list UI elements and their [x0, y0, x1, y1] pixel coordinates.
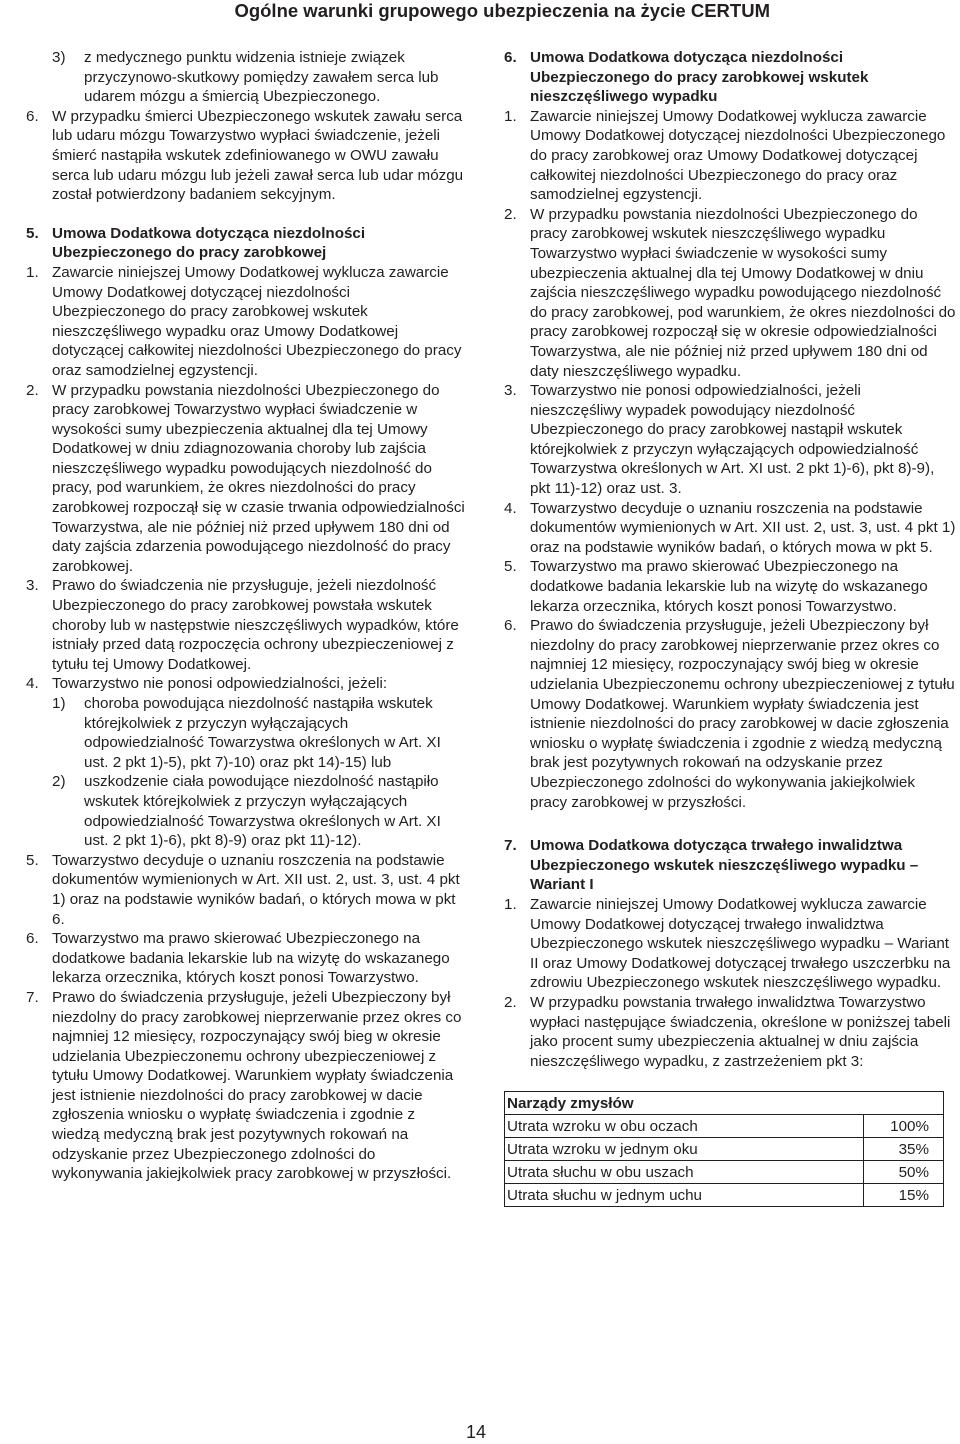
table-cell-label: Utrata słuchu w obu uszach [505, 1161, 864, 1184]
section-title: Umowa Dodatkowa dotycząca niezdolności Ubezpieczonego do pracy zarobkowej [52, 224, 366, 262]
list-item-text: Towarzystwo decyduje o uznaniu roszczenia na podstawie dokumentów wymienionych w Art. XII ust. 2, ust. 3, ust. 4 pkt 1) oraz na podstawie wyników badań, o których mowa w pkt 5. [530, 499, 956, 556]
list-item-number: 1. [504, 895, 517, 913]
list-item [504, 557, 956, 616]
section-number: 6. [504, 49, 517, 66]
section-title: Umowa Dodatkowa dotycząca niezdolności Ubezpieczonego do pracy zarobkowej wskutek nieszczęśliwego wypadku [530, 49, 869, 106]
sub-list-item-text: uszkodzenie ciała powodujące niezdolność nastąpiło wskutek którejkolwiek z przyczyn wyłączających odpowiedzialność Towarzystwa określonych w Art. XI ust. 2 pkt 1)-6), pkt 8)-9) oraz pkt 11)-12). [84, 773, 441, 850]
table-row [505, 1138, 944, 1161]
list-item [504, 616, 956, 812]
list-item-number: 3. [26, 577, 39, 595]
list-item-text: Prawo do świadczenia przysługuje, jeżeli Ubezpieczony był niezdolny do pracy zarobkowej nieprzerwanie przez okres co najmniej 12 miesięcy, rozpoczynający swój bieg w okresie udzielania Ubezpieczonemu ochrony ubezpieczeniowej z tytułu Umowy Dodatkowej. Warunkiem wypłaty świadczenia jest istnienie niezdolności do pracy zarobkowej w dacie zgłoszenia wniosku o wypłatę świadczenia i zgodnie z wiedzą medyczną brak jest pozytywnych rokowań na odzyskanie przez Ubezpieczonego zdolności do wykonywania jakiejkolwiek pracy zarobkowej w przyszłości. [52, 988, 462, 1183]
list-item-text: Prawo do świadczenia przysługuje, jeżeli Ubezpieczony był niezdolny do pracy zarobkowej nieprzerwanie przez okres co najmniej 12 miesięcy, rozpoczynający swój bieg w okresie udzielania Ubezpieczonemu ochrony ubezpieczeniowej z tytułu Umowy Dodatkowej. Warunkiem wypłaty świadczenia jest istnienie niezdolności do pracy zarobkowej w dacie zgłoszenia wniosku o wypłatę świadczenia i zgodnie z wiedzą medyczną brak jest pozytywnych rokowań na odzyskanie przez Ubezpieczonego zdolności do wykonywania jakiejkolwiek pracy zarobkowej w przyszłości. [530, 617, 955, 811]
list-item-text: Towarzystwo decyduje o uznaniu roszczenia na podstawie dokumentów wymienionych w Art. XII ust. 2, ust. 3, ust. 4 pkt 1) oraz na podstawie wyników badań, o których mowa w pkt 6. [52, 851, 460, 928]
sub-list-item-text: choroba powodująca niezdolność nastąpiła wskutek którejkolwiek z przyczyn wyłączających odpowiedzialność Towarzystwa określonych w Art. XI ust. 2 pkt 1)-5), pkt 7)-10) oraz pkt 14)-15) lub [84, 695, 441, 771]
right-column [504, 48, 956, 1207]
benefits-table [504, 1091, 944, 1207]
list-item-text: W przypadku powstania trwałego inwalidztwa Towarzystwo wypłaci następujące świadczenia, określone w poniższej tabeli jako procent sumy ubezpieczenia aktualnej w dniu zajścia nieszczęśliwego wypadku, z zastrzeżeniem pkt 3: [530, 993, 951, 1070]
table-cell-label: Utrata wzroku w jednym oku [505, 1138, 864, 1161]
list-item-text: Towarzystwo ma prawo skierować Ubezpieczonego na dodatkowe badania lekarskie lub na wizytę do wskazanego lekarza orzecznika, których koszt ponosi Towarzystwo. [52, 930, 450, 987]
list-item-number: 2. [26, 381, 39, 399]
table-row [505, 1115, 944, 1138]
list-item-number: 6. [504, 617, 517, 635]
table-header-row [505, 1092, 944, 1115]
table-cell-label: Utrata słuchu w jednym uchu [505, 1184, 864, 1207]
list-item [504, 895, 956, 993]
document-header-title: Ogólne warunki grupowego ubezpieczenia na życie CERTUM [234, 0, 770, 21]
list-item [26, 674, 466, 850]
list-item [26, 851, 466, 929]
list-item-text: Prawo do świadczenia nie przysługuje, jeżeli niezdolność Ubezpieczonego do pracy zarobkowej powstała wskutek choroby lub w następstwie nieszczęśliwych wypadków, które istniały przed datą rozpoczęcia ochrony ubezpieczeniowej z tytułu tej Umowy Dodatkowej. [52, 577, 459, 673]
section-heading [504, 836, 956, 895]
list-item-number: 1. [26, 263, 39, 281]
section-number: 7. [504, 837, 517, 855]
list-item [26, 107, 466, 205]
list-item [26, 576, 466, 674]
list-item [26, 988, 466, 1184]
list-item-number: 2. [504, 993, 517, 1011]
list-item-number: 5. [26, 851, 39, 869]
list-item [504, 205, 956, 381]
table-header-cell: Narządy zmysłów [505, 1092, 944, 1115]
list-item-text: Towarzystwo nie ponosi odpowiedzialności, jeżeli nieszczęśliwy wypadek powodujący niezdolność Ubezpieczonego do pracy zarobkowej nastąpił wskutek którejkolwiek z przyczyn wyłączających odpowiedzialność Towarzystwa określonych w Art. XI ust. 2 pkt 1)-6), pkt 8)-9), pkt 11)-12) oraz ust. 3. [530, 382, 935, 498]
list-item-text: W przypadku powstania niezdolności Ubezpieczonego do pracy zarobkowej wskutek nieszczęśliwego wypadku Towarzystwo wypłaci świadczenie w wysokości sumy ubezpieczenia aktualnej dla tej Umowy Dodatkowej w dniu zajścia nieszczęśliwego wypadku powodującego niezdolność do pracy zarobkowej, pod warunkiem, że okres niezdolności do pracy zarobkowej rozpoczął się w okresie odpowiedzialności Towarzystwa, ale nie później niż przed upływem 180 dni od daty nieszczęśliwego wypadku. [530, 205, 956, 380]
section-heading [26, 224, 466, 263]
list-item [52, 48, 466, 107]
list-item [504, 107, 956, 205]
list-item-number: 4. [26, 675, 39, 693]
list-item [504, 499, 956, 558]
list-item-number: 2. [504, 205, 517, 223]
left-column [26, 48, 466, 1184]
list-item-number: 6. [26, 930, 39, 948]
list-item-text: Towarzystwo ma prawo skierować Ubezpieczonego na dodatkowe badania lekarskie lub na wizytę do wskazanego lekarza orzecznika, których koszt ponosi Towarzystwo. [530, 558, 928, 615]
sub-list-item-number: 2) [52, 773, 66, 791]
page-number: 14 [466, 1422, 487, 1442]
list-item [26, 929, 466, 988]
list-item-text: z medycznego punktu widzenia istnieje związek przyczynowo-skutkowy pomiędzy zawałem serca lub udarem mózgu a śmiercią Ubezpieczonego. [84, 49, 439, 106]
list-item [26, 263, 466, 381]
list-item-text: W przypadku śmierci Ubezpieczonego wskutek zawału serca lub udaru mózgu Towarzystwo wypłaci świadczenie, jeżeli śmierć nastąpiła wskutek zdefiniowanego w OWU zawału serca lub udaru mózgu lub jeżeli zawał serca lub udar mózgu został potwierdzony badaniem sekcyjnym. [52, 107, 464, 204]
list-item-number: 4. [504, 499, 517, 517]
table-cell-value: 100% [864, 1115, 944, 1138]
list-item-number: 6. [26, 107, 39, 125]
list-item-number: 1. [504, 107, 517, 125]
table-cell-label: Utrata wzroku w obu oczach [505, 1115, 864, 1138]
list-item-number: 3) [52, 49, 66, 66]
table-row [505, 1161, 944, 1184]
list-item-text: Zawarcie niniejszej Umowy Dodatkowej wyklucza zawarcie Umowy Dodatkowej dotyczącej niezdolności Ubezpieczonego do pracy zarobkowej oraz Umowy Dodatkowej dotyczącej całkowitej niezdolności Ubezpieczonego do pracy oraz samodzielnej egzystencji. [530, 107, 946, 204]
list-item-number: 5. [504, 558, 517, 576]
table-row [505, 1184, 944, 1207]
table-cell-value: 35% [864, 1138, 944, 1161]
section-number: 5. [26, 224, 39, 242]
list-item-text: W przypadku powstania niezdolności Ubezpieczonego do pracy zarobkowej Towarzystwo wypłaci świadczenie w wysokości sumy ubezpieczenia aktualnej dla tej Umowy Dodatkowej w dniu zdiagnozowania choroby lub zajścia nieszczęśliwego wypadku powodujących niezdolność do pracy, pod warunkiem, że okres niezdolności do pracy zarobkowej rozpoczął się w czasie trwania odpowiedzialności Towarzystwa, ale nie później niż przed upływem 180 dni od daty zajścia zdarzenia powodującego niezdolność do pracy zarobkowej. [52, 381, 465, 575]
list-item-text: Towarzystwo nie ponosi odpowiedzialności, jeżeli: [52, 675, 388, 693]
list-item [504, 993, 956, 1071]
list-item-text: Zawarcie niniejszej Umowy Dodatkowej wyklucza zawarcie Umowy Dodatkowej dotyczącej trwałego inwalidztwa Ubezpieczonego wskutek nieszczęśliwego wypadku – Wariant II oraz Umowy Dodatkowej dotyczącej trwałego uszczerbku na zdrowiu Ubezpieczonego wskutek nieszczęśliwego wypadku. [530, 895, 951, 992]
table-cell-value: 15% [864, 1184, 944, 1207]
sub-list-item [52, 772, 466, 850]
section-title: Umowa Dodatkowa dotycząca trwałego inwalidztwa Ubezpieczonego wskutek nieszczęśliwego wypadku – Wariant I [530, 837, 919, 894]
list-item-text: Zawarcie niniejszej Umowy Dodatkowej wyklucza zawarcie Umowy Dodatkowej dotyczącej niezdolności Ubezpieczonego do pracy zarobkowej wskutek nieszczęśliwego wypadku oraz Umowy Dodatkowej dotyczącej całkowitej niezdolności Ubezpieczonego do pracy oraz samodzielnej egzystencji. [52, 263, 462, 379]
sub-list-item-number: 1) [52, 695, 66, 712]
list-item [504, 381, 956, 499]
list-item [26, 381, 466, 577]
table-cell-value: 50% [864, 1161, 944, 1184]
section-heading [504, 48, 956, 107]
list-item-number: 7. [26, 988, 39, 1006]
list-item-number: 3. [504, 382, 517, 400]
sub-list-item [52, 694, 466, 772]
